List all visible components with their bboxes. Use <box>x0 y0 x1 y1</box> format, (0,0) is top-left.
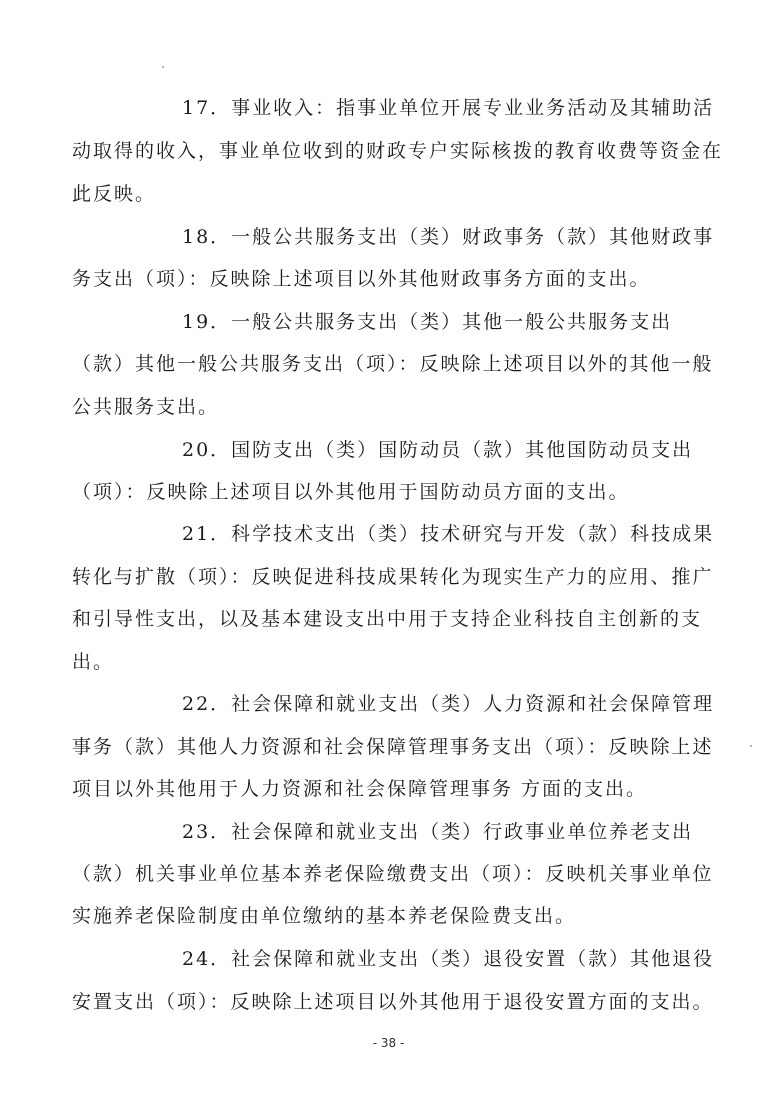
paragraph-line: 安置支出（项）：反映除上述项目以外其他用于退役安置方面的支出。 <box>72 991 714 1013</box>
paragraph-line: 23．社会保障和就业支出（类）行政事业单位养老支出 <box>182 821 694 843</box>
paragraph-line: 实施养老保险制度由单位缴纳的基本养老保险费支出。 <box>72 905 577 927</box>
paragraph-line: 项目以外其他用于人力资源和社会保障管理事务 方面的支出。 <box>72 778 648 800</box>
scan-speck <box>162 66 164 68</box>
paragraph-line: 17．事业收入：指事业单位开展专业业务活动及其辅助活 <box>182 97 715 119</box>
paragraph-line: 21．科学技术支出（类）技术研究与开发（款）科技成果 <box>182 523 715 545</box>
paragraph-line: 务支出（项）：反映除上述项目以外其他财政事务方面的支出。 <box>72 268 651 290</box>
paragraph-line: 22．社会保障和就业支出（类）人力资源和社会保障管理 <box>182 693 715 715</box>
paragraph-line: 事务（款）其他人力资源和社会保障管理事务支出（项）：反映除上述 <box>72 736 714 758</box>
paragraph-line: 转化与扩散（项）：反映促进科技成果转化为现实生产力的应用、推广 <box>72 566 714 588</box>
paragraph-line: 此反映。 <box>72 183 157 205</box>
paragraph-line: 公共服务支出。 <box>72 396 220 418</box>
paragraph-line: （款）机关事业单位基本养老保险缴费支出（项）：反映机关事业单位 <box>72 863 714 885</box>
paragraph-line: 和引导性支出，以及基本建设支出中用于支持企业科技自主创新的支 <box>72 608 703 630</box>
paragraph-line: 24．社会保障和就业支出（类）退役安置（款）其他退役 <box>182 948 715 970</box>
scan-speck <box>750 745 752 747</box>
paragraph-line: 18．一般公共服务支出（类）财政事务（款）其他财政事 <box>182 226 715 248</box>
paragraph-line: 动取得的收入，事业单位收到的财政专户实际核拨的教育收费等资金在 <box>72 140 724 162</box>
page-number: - 38 - <box>372 1036 405 1050</box>
paragraph-line: 19．一般公共服务支出（类）其他一般公共服务支出 <box>182 311 673 333</box>
paragraph-line: 20．国防支出（类）国防动员（款）其他国防动员支出 <box>182 439 694 461</box>
paragraph-line: 出。 <box>72 651 115 673</box>
paragraph-line: （款）其他一般公共服务支出（项）：反映除上述项目以外的其他一般 <box>72 353 714 375</box>
paragraph-line: （项）：反映除上述项目以外其他用于国防动员方面的支出。 <box>72 481 630 503</box>
